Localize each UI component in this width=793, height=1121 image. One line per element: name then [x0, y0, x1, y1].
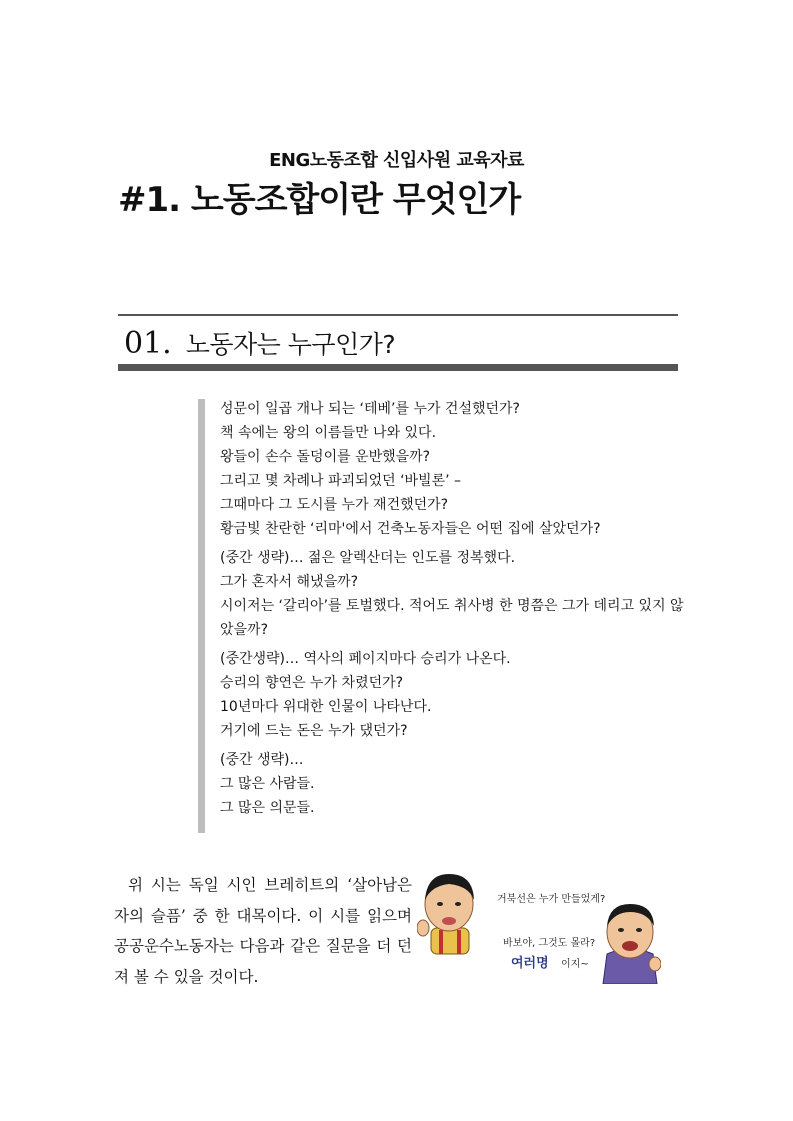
- poem-quote-bar: [198, 399, 205, 833]
- poem-line: 그 많은 의문들.: [220, 800, 315, 816]
- right-character: [603, 904, 661, 984]
- poem-line: (중간 생략)…: [220, 752, 304, 768]
- poem-line: 성문이 일곱 개나 되는 ‘테베’를 누가 건설했던가?: [220, 401, 520, 417]
- poem-line: 시이저는 ‘갈리아’를 토벌했다. 적어도 취사병 한 명쯤은 그가 데리고 있지 않았을까?: [220, 598, 684, 638]
- poem-stanza: [220, 647, 690, 743]
- document-main-title: #1. 노동조합이란 무엇인가: [118, 180, 521, 220]
- poem-stanza: [220, 397, 690, 541]
- poem-line: 거기에 드는 돈은 누가 댔던가?: [220, 723, 408, 739]
- poem-line: 그때마다 그 도시를 누가 재건했던가?: [220, 497, 449, 513]
- poem-quote: [220, 397, 690, 825]
- poem-line: (중간생략)… 역사의 페이지마다 승리가 나온다.: [220, 651, 511, 667]
- poem-line: 그가 혼자서 해냈을까?: [220, 574, 359, 590]
- section-heading: [124, 325, 395, 365]
- poem-stanza: [220, 748, 690, 820]
- section-rule-top: [118, 314, 678, 316]
- poem-line: (중간 생략)… 젊은 알렉산더는 인도를 정복했다.: [220, 550, 516, 566]
- poem-line: 그리고 몇 차례나 파괴되었던 ‘바빌론’ –: [220, 473, 462, 489]
- intro-paragraph: 위 시는 독일 시인 브레히트의 ‘살아남은 자의 슬픔’ 중 한 대목이다. 이 시를 읽으며 공공운수노동자는 다음과 같은 질문을 더 던져 볼 수 있을 것이다.: [114, 876, 412, 986]
- document-subtitle: ENG노동조합 신입사원 교육자료: [269, 150, 524, 171]
- cartoon-illustration: [417, 866, 661, 984]
- poem-line: 10년마다 위대한 인물이 나타난다.: [220, 699, 432, 715]
- poem-line: 그 많은 사람들.: [220, 776, 315, 792]
- bubble-answer-2: 여러명: [511, 956, 549, 971]
- section-number: 01.: [124, 326, 172, 361]
- bubble-answer-1: 바보야, 그것도 몰라?: [503, 938, 596, 949]
- bubble-answer-3: 이지~: [561, 959, 589, 970]
- poem-line: 승리의 향연은 누가 차렸던가?: [220, 675, 404, 691]
- poem-line: 황금빛 찬란한 ‘리마'에서 건축노동자들은 어떤 집에 살았던가?: [220, 521, 601, 537]
- section-rule-bottom: [118, 364, 678, 371]
- poem-line: 책 속에는 왕의 이름들만 나와 있다.: [220, 425, 437, 441]
- poem-stanza: [220, 546, 690, 642]
- left-character: [417, 874, 474, 954]
- section-title: 노동자는 누구인가?: [185, 330, 396, 359]
- poem-line: 왕들이 손수 돌덩이를 운반했을까?: [220, 449, 431, 465]
- bubble-question: 거북선은 누가 만들었게?: [497, 894, 606, 905]
